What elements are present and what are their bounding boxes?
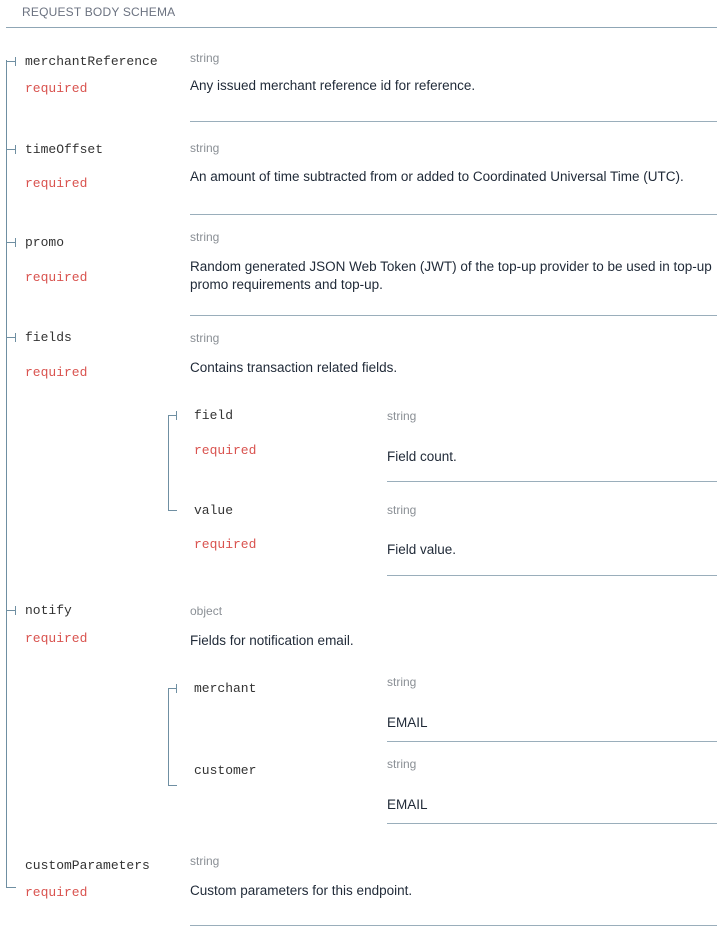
tree-line-main	[6, 60, 7, 888]
required-label: required	[25, 81, 88, 96]
header-divider	[6, 27, 717, 28]
property-description: EMAIL	[387, 797, 428, 812]
required-label: required	[25, 365, 88, 380]
tree-tick	[15, 333, 16, 342]
property-type: string	[387, 757, 417, 771]
tree-line-nested	[168, 415, 169, 511]
property-description: Fields for notification email.	[190, 633, 354, 648]
property-divider	[190, 214, 717, 215]
property-type: string	[190, 331, 220, 345]
property-description-line-1: Random generated JSON Web Token (JWT) of the top-up provider to be used in top-up	[190, 259, 712, 274]
property-type: string	[190, 854, 220, 868]
tree-tick	[176, 411, 177, 420]
property-divider	[387, 481, 717, 482]
property-description: Any issued merchant reference id for reference.	[190, 78, 476, 93]
schema-header: REQUEST BODY SCHEMA	[22, 5, 176, 19]
required-label: required	[25, 176, 88, 191]
tree-connector	[168, 510, 177, 511]
required-label: required	[25, 885, 88, 900]
property-name: customParameters	[25, 858, 150, 873]
tree-line-nested	[168, 688, 169, 786]
tree-tick	[15, 57, 16, 66]
property-type: string	[387, 409, 417, 423]
property-divider	[190, 925, 717, 926]
property-name: merchant	[194, 681, 257, 696]
required-label: required	[194, 443, 257, 458]
required-label: required	[25, 270, 88, 285]
tree-tick	[176, 684, 177, 693]
property-name: field	[194, 408, 234, 423]
property-name: notify	[25, 603, 72, 618]
property-name: value	[194, 503, 234, 518]
tree-tick	[15, 606, 16, 615]
property-description: Field count.	[387, 449, 457, 464]
tree-connector	[168, 785, 177, 786]
property-divider	[190, 121, 717, 122]
required-label: required	[25, 631, 88, 646]
property-description: Field value.	[387, 542, 457, 557]
property-type: string	[387, 503, 417, 517]
property-name: timeOffset	[25, 142, 104, 157]
property-description: Contains transaction related fields.	[190, 360, 398, 375]
property-name: promo	[25, 235, 65, 250]
tree-tick	[15, 145, 16, 154]
property-divider	[387, 823, 717, 824]
property-description: An amount of time subtracted from or added to Coordinated Universal Time (UTC).	[190, 169, 684, 184]
property-type: object	[190, 604, 223, 618]
tree-tick	[15, 238, 16, 247]
property-divider	[190, 315, 717, 316]
property-description: EMAIL	[387, 715, 428, 730]
property-type: string	[190, 51, 220, 65]
property-divider	[387, 741, 717, 742]
property-type: string	[387, 675, 417, 689]
required-label: required	[194, 537, 257, 552]
property-name: fields	[25, 330, 72, 345]
property-description-line-2: promo requirements and top-up.	[190, 277, 383, 292]
property-type: string	[190, 230, 220, 244]
property-divider	[387, 575, 717, 576]
tree-connector	[6, 887, 16, 888]
property-type: string	[190, 141, 220, 155]
property-name: customer	[194, 763, 257, 778]
property-description: Custom parameters for this endpoint.	[190, 883, 413, 898]
property-name: merchantReference	[25, 54, 158, 69]
